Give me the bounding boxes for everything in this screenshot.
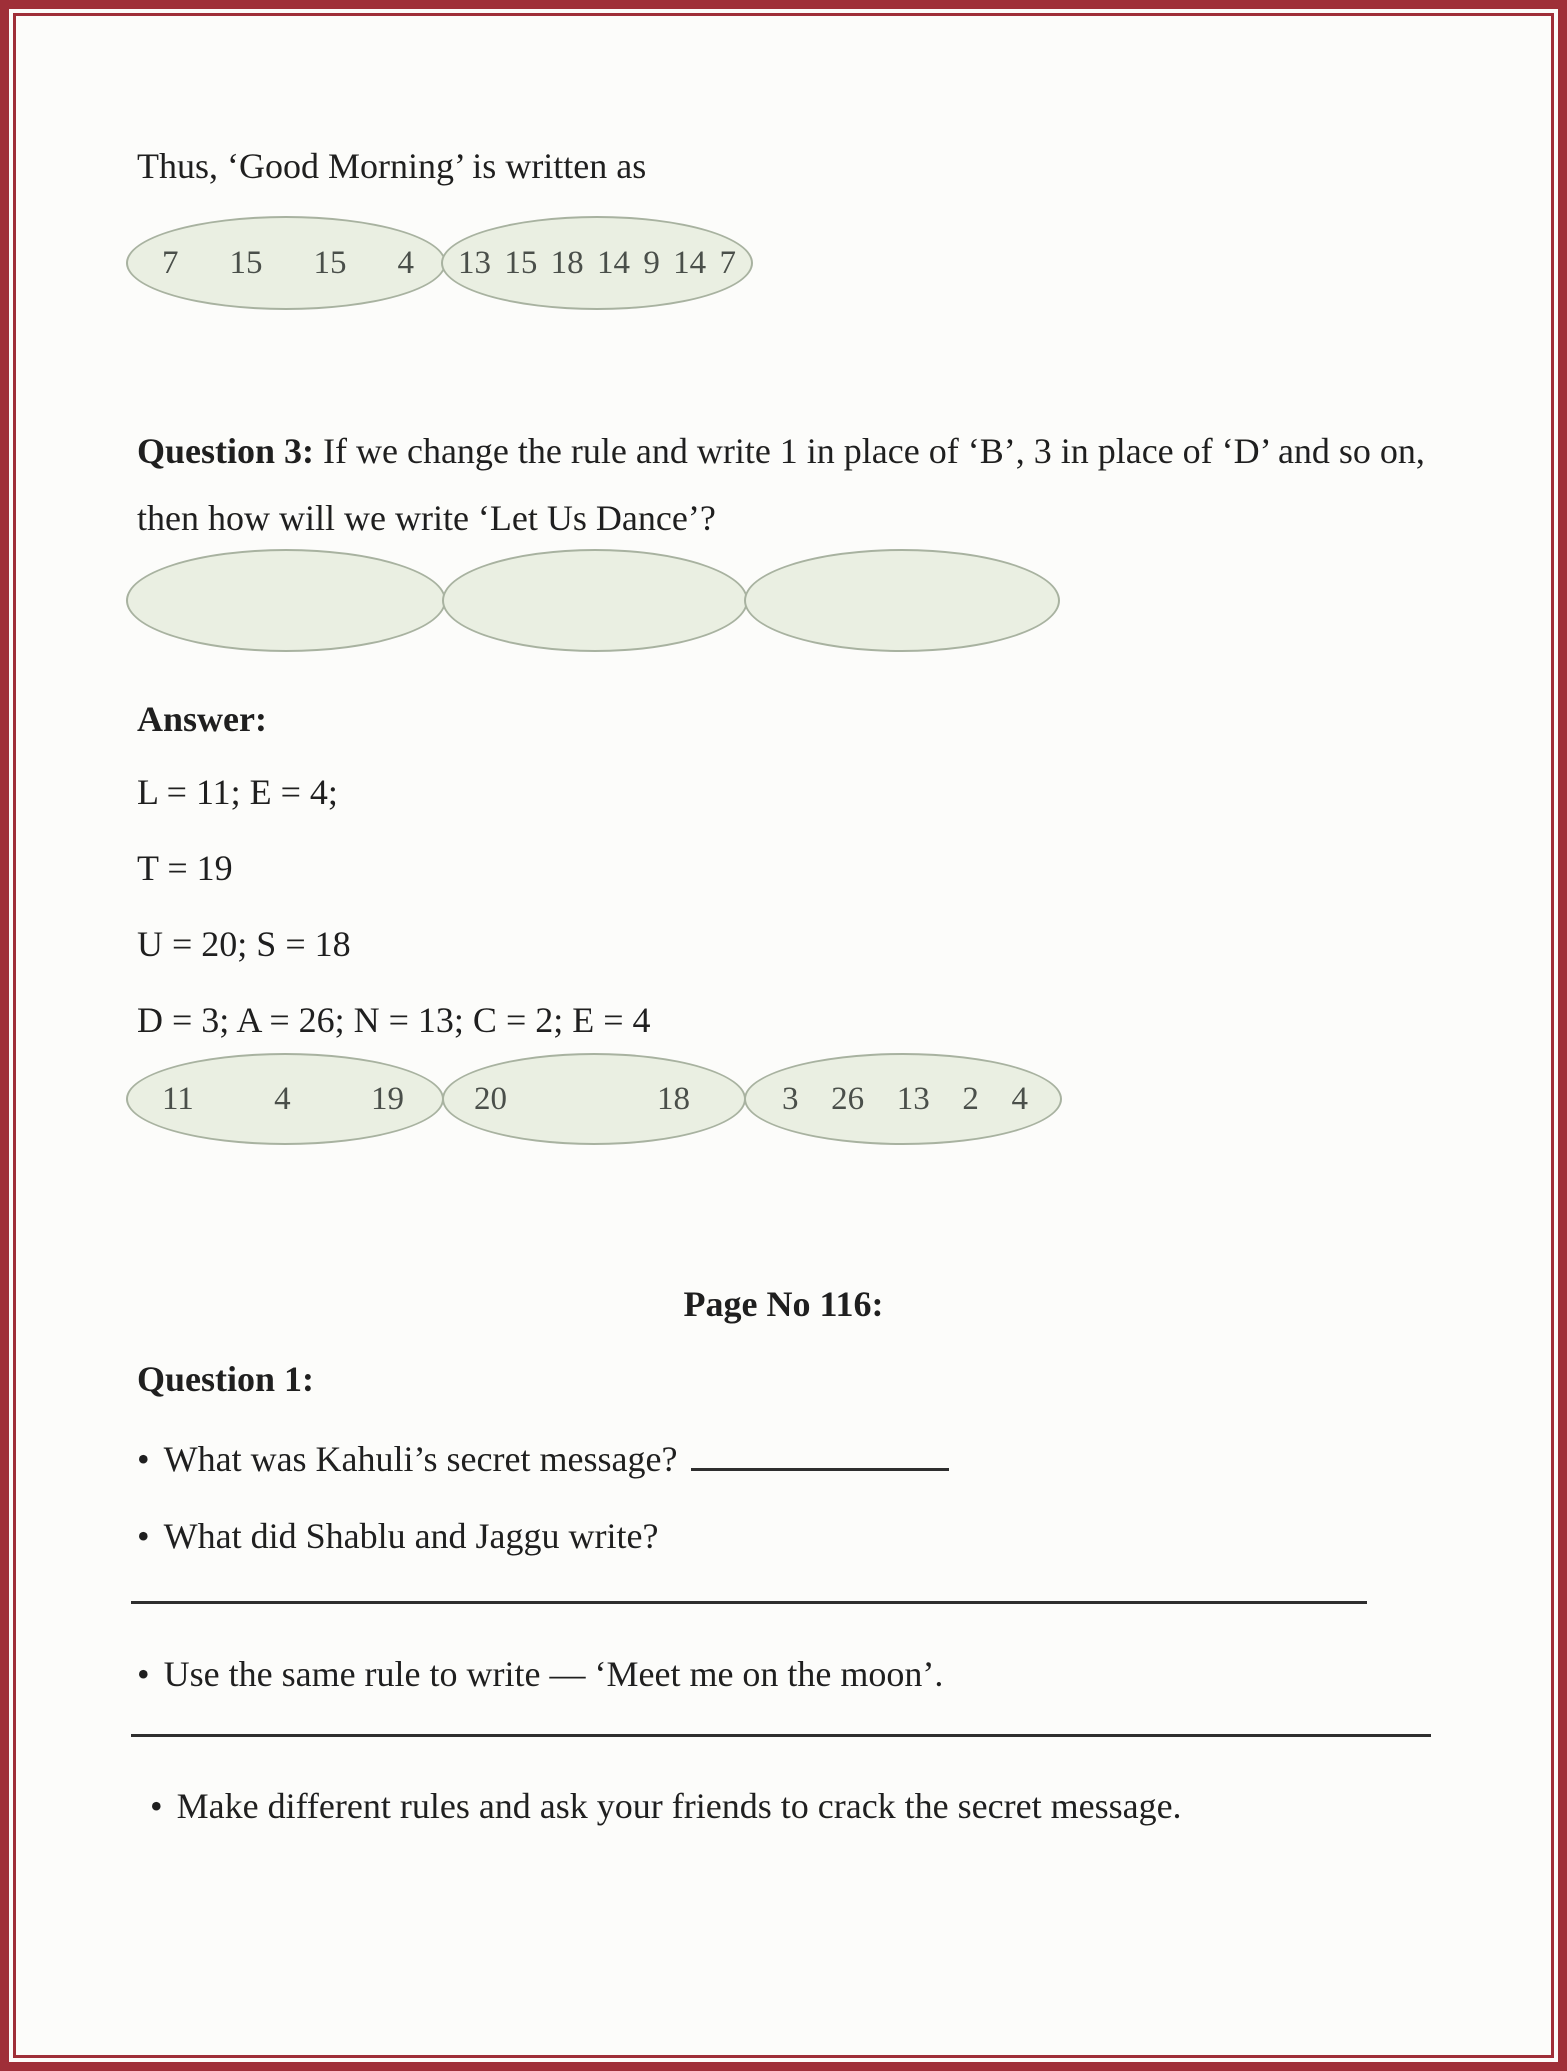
oval-number: 4 bbox=[1011, 1080, 1028, 1117]
bullet-item-shablu-jaggu bbox=[137, 1512, 659, 1561]
answer-line: T = 19 bbox=[137, 848, 233, 888]
bullet-text: What was Kahuli’s secret message? bbox=[163, 1439, 678, 1479]
empty-oval bbox=[744, 549, 1060, 652]
bullet-icon: • bbox=[137, 1516, 150, 1556]
oval-number: 4 bbox=[274, 1080, 291, 1117]
bullet-item-meet-me bbox=[137, 1650, 943, 1699]
page-heading: Page No 116: bbox=[683, 1284, 884, 1324]
bullet-text: Use the same rule to write — ‘Meet me on the moon’. bbox=[163, 1654, 944, 1694]
oval-number: 26 bbox=[831, 1080, 865, 1117]
oval-number: 20 bbox=[474, 1080, 507, 1117]
answer-line: D = 3; A = 26; N = 13; C = 2; E = 4 bbox=[137, 1000, 651, 1040]
intro-text: Thus, ‘Good Morning’ is written as bbox=[137, 146, 647, 186]
oval-number: 18 bbox=[657, 1080, 690, 1117]
oval-number: 19 bbox=[371, 1080, 404, 1117]
oval-number: 14 bbox=[596, 244, 630, 281]
answer-blank-short bbox=[691, 1432, 949, 1471]
bullet-item-make-rules bbox=[150, 1782, 1182, 1831]
bullet-icon: • bbox=[150, 1786, 163, 1826]
answer-heading: Answer: bbox=[137, 699, 267, 739]
bullet-item-secret-message bbox=[137, 1432, 949, 1484]
bullet-icon: • bbox=[137, 1654, 150, 1694]
oval-number: 14 bbox=[673, 244, 707, 281]
answer-blank-line bbox=[131, 1734, 1431, 1737]
code-oval-us bbox=[442, 1053, 746, 1145]
answer-blank-line bbox=[131, 1601, 1367, 1604]
empty-oval bbox=[442, 549, 748, 652]
bullet-text: Make different rules and ask your friends to crack the secret message. bbox=[176, 1786, 1182, 1826]
answer-line: U = 20; S = 18 bbox=[137, 924, 351, 964]
oval-number: 4 bbox=[397, 244, 414, 281]
bullet-text: What did Shablu and Jaggu write? bbox=[163, 1516, 659, 1556]
question3-paragraph bbox=[137, 418, 1437, 552]
oval-number: 3 bbox=[782, 1080, 799, 1117]
empty-oval bbox=[126, 549, 446, 652]
code-oval-good bbox=[126, 216, 446, 310]
oval-number: 15 bbox=[229, 244, 263, 281]
oval-number: 18 bbox=[550, 244, 584, 281]
oval-number: 9 bbox=[643, 244, 660, 281]
code-oval-let bbox=[126, 1053, 444, 1145]
oval-number: 15 bbox=[313, 244, 347, 281]
question3-label: Question 3: bbox=[137, 431, 315, 471]
oval-number: 2 bbox=[962, 1080, 979, 1117]
oval-number: 7 bbox=[719, 244, 736, 281]
question1-heading: Question 1: bbox=[137, 1359, 315, 1399]
oval-number: 13 bbox=[458, 244, 491, 281]
code-oval-morning bbox=[441, 216, 753, 310]
oval-number: 13 bbox=[896, 1080, 930, 1117]
bullet-icon: • bbox=[137, 1439, 150, 1479]
oval-number: 11 bbox=[162, 1080, 194, 1117]
answer-line: L = 11; E = 4; bbox=[137, 772, 338, 812]
question3-body: If we change the rule and write 1 in place of ‘B’, 3 in place of ‘D’ and so on, then how will we write ‘Let Us Dance’? bbox=[137, 431, 1425, 538]
oval-number: 7 bbox=[162, 244, 179, 281]
oval-number: 15 bbox=[504, 244, 538, 281]
code-oval-dance bbox=[744, 1053, 1062, 1145]
